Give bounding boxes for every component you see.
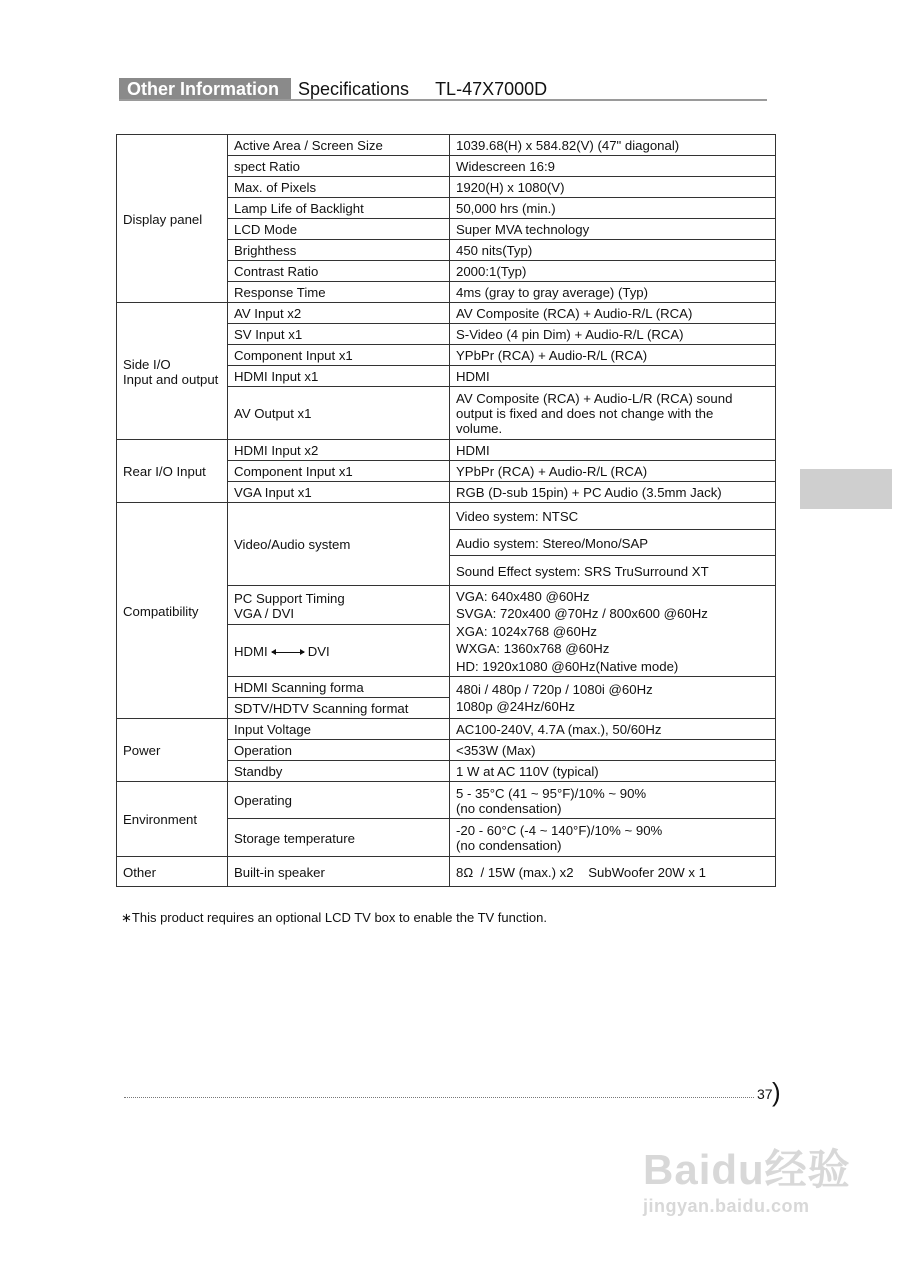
spec-value: 450 nits(Typ) — [450, 240, 776, 261]
value-line: output is fixed and does not change with the — [456, 406, 714, 421]
value-line: AV Composite (RCA) + Audio-L/R (RCA) sound — [456, 391, 733, 406]
spec-value: Audio system: Stereo/Mono/SAP — [450, 530, 776, 556]
group-label-line: Input and output — [123, 371, 219, 387]
table-row — [117, 782, 776, 819]
spec-value: 8Ω / 15W (max.) x2 SubWoofer 20W x 1 — [450, 857, 776, 887]
watermark-url: jingyan.baidu.com — [643, 1196, 810, 1216]
value-line: volume. — [456, 421, 503, 436]
spec-value: 1 W at AC 110V (typical) — [450, 761, 776, 782]
spec-key: Component Input x1 — [228, 345, 450, 366]
spec-value — [450, 677, 776, 719]
spec-key: Lamp Life of Backlight — [228, 198, 450, 219]
group-environment: Environment — [117, 782, 228, 857]
section-tag: Other Information — [119, 78, 291, 100]
spec-key — [228, 625, 450, 677]
spec-key: Built-in speaker — [228, 857, 450, 887]
spec-key: SV Input x1 — [228, 324, 450, 345]
spec-key: Video/Audio system — [228, 503, 450, 586]
spec-table — [116, 134, 776, 887]
watermark-logo: Baidu经验 — [643, 1146, 851, 1193]
spec-value: RGB (D-sub 15pin) + PC Audio (3.5mm Jack) — [450, 482, 776, 503]
value-line: 480i / 480p / 720p / 1080i @60Hz — [456, 681, 653, 697]
spec-value: 4ms (gray to gray average) (Typ) — [450, 282, 776, 303]
spec-value: AC100-240V, 4.7A (max.), 50/60Hz — [450, 719, 776, 740]
group-compatibility: Compatibility — [117, 503, 228, 719]
spec-key: Component Input x1 — [228, 461, 450, 482]
spec-key: HDMI Input x2 — [228, 440, 450, 461]
value-line: SVGA: 720x400 @70Hz / 800x600 @60Hz — [456, 606, 708, 622]
footnote: ∗This product requires an optional LCD TV box to enable the TV function. — [121, 910, 547, 925]
spec-value: 50,000 hrs (min.) — [450, 198, 776, 219]
spec-key: Brighthess — [228, 240, 450, 261]
spec-value — [450, 586, 776, 677]
value-line: 5 - 35°C (41 ~ 95°F)/10% ~ 90% — [456, 785, 647, 801]
page-title: Specifications — [298, 79, 410, 99]
spec-value — [450, 819, 776, 857]
spec-key: SDTV/HDTV Scanning format — [228, 698, 450, 719]
page-number: 37 — [757, 1086, 773, 1102]
value-line: XGA: 1024x768 @60Hz — [456, 623, 597, 639]
spec-value: HDMI — [450, 366, 776, 387]
spec-value — [450, 387, 776, 440]
group-display-panel: Display panel — [117, 135, 228, 303]
hdmi-label: HDMI — [234, 643, 268, 659]
key-line: VGA / DVI — [234, 605, 295, 621]
side-thumb-tab — [800, 469, 892, 509]
page-header — [119, 78, 547, 100]
spec-value: AV Composite (RCA) + Audio-R/L (RCA) — [450, 303, 776, 324]
spec-value: HDMI — [450, 440, 776, 461]
table-row — [117, 857, 776, 887]
model-number: TL-47X7000D — [435, 79, 548, 99]
page-number-bracket-icon: ) — [772, 1077, 781, 1107]
value-line: HD: 1920x1080 @60Hz(Native mode) — [456, 658, 679, 674]
footer-dotted-rule — [124, 1097, 754, 1098]
spec-key: HDMI Input x1 — [228, 366, 450, 387]
value-line: VGA: 640x480 @60Hz — [456, 589, 590, 604]
spec-value: Sound Effect system: SRS TruSurround XT — [450, 556, 776, 586]
double-arrow-icon — [272, 652, 304, 653]
spec-value: S-Video (4 pin Dim) + Audio-R/L (RCA) — [450, 324, 776, 345]
header-rule — [119, 99, 767, 101]
spec-value: <353W (Max) — [450, 740, 776, 761]
dvi-label: DVI — [307, 643, 330, 659]
spec-key: AV Input x2 — [228, 303, 450, 324]
value-line: -20 - 60°C (-4 ~ 140°F)/10% ~ 90% — [456, 823, 663, 839]
spec-value: Video system: NTSC — [450, 503, 776, 530]
spec-key: Standby — [228, 761, 450, 782]
table-row — [117, 440, 776, 461]
spec-key: Response Time — [228, 282, 450, 303]
spec-value: YPbPr (RCA) + Audio-R/L (RCA) — [450, 345, 776, 366]
spec-value: 2000:1(Typ) — [450, 261, 776, 282]
spec-key: Operation — [228, 740, 450, 761]
value-line: (no condensation) — [456, 838, 562, 854]
value-line: 1080p @24Hz/60Hz — [456, 699, 575, 715]
spec-key — [228, 586, 450, 625]
spec-value: Widescreen 16:9 — [450, 156, 776, 177]
table-row — [117, 303, 776, 324]
spec-key: Contrast Ratio — [228, 261, 450, 282]
spec-value: Super MVA technology — [450, 219, 776, 240]
spec-key: Operating — [228, 782, 450, 819]
table-row — [117, 719, 776, 740]
value-line: WXGA: 1360x768 @60Hz — [456, 641, 610, 657]
key-line: PC Support Timing — [234, 590, 345, 606]
spec-key: Active Area / Screen Size — [228, 135, 450, 156]
spec-key: LCD Mode — [228, 219, 450, 240]
group-rear-io: Rear I/O Input — [117, 440, 228, 503]
spec-key: Input Voltage — [228, 719, 450, 740]
spec-key: spect Ratio — [228, 156, 450, 177]
spec-key: Storage temperature — [228, 819, 450, 857]
group-label-line: Side I/O — [123, 356, 171, 372]
spec-value: 1920(H) x 1080(V) — [450, 177, 776, 198]
spec-value: YPbPr (RCA) + Audio-R/L (RCA) — [450, 461, 776, 482]
table-row — [117, 135, 776, 156]
watermark — [643, 1148, 851, 1216]
table-row — [117, 503, 776, 530]
spec-key: VGA Input x1 — [228, 482, 450, 503]
spec-key: Max. of Pixels — [228, 177, 450, 198]
group-power: Power — [117, 719, 228, 782]
value-line: (no condensation) — [456, 800, 562, 816]
group-side-io — [117, 303, 228, 440]
spec-value: 1039.68(H) x 584.82(V) (47" diagonal) — [450, 135, 776, 156]
spec-key: HDMI Scanning forma — [228, 677, 450, 698]
spec-value — [450, 782, 776, 819]
group-other: Other — [117, 857, 228, 887]
spec-key: AV Output x1 — [228, 387, 450, 440]
